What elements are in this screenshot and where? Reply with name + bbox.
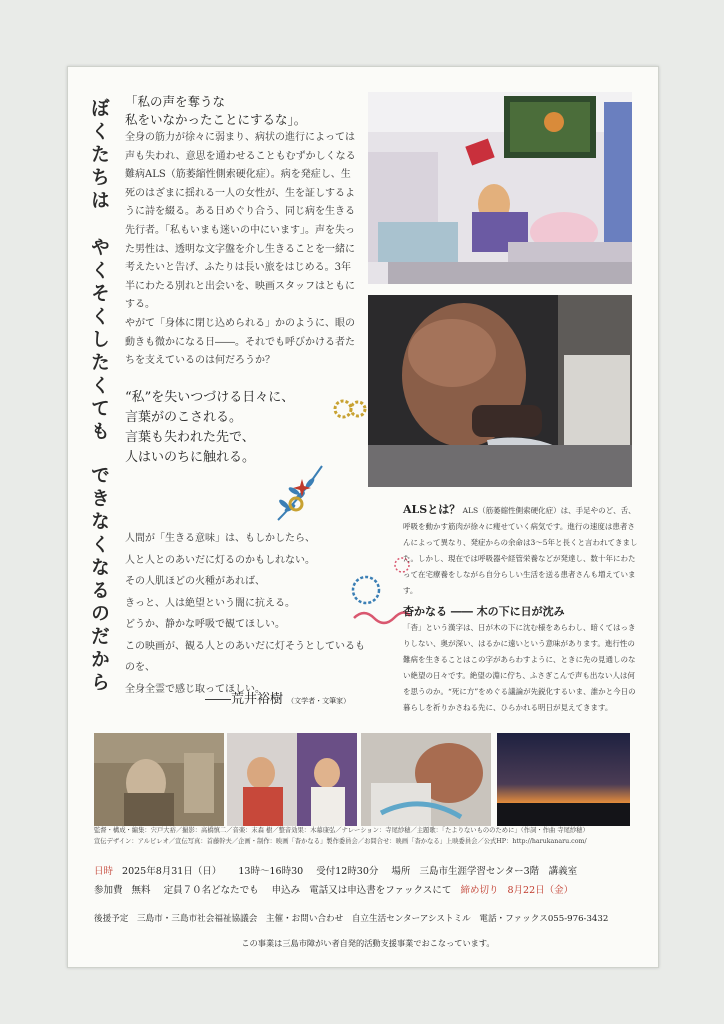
strip-photo-1-art bbox=[94, 733, 224, 826]
event-venue: 三島市生涯学習センター3階 講義室 bbox=[419, 866, 578, 877]
event-info-row-2 bbox=[94, 881, 654, 900]
quote-author-role: （文学者・文筆家） bbox=[287, 697, 351, 705]
credits-block bbox=[94, 826, 642, 847]
event-fee: 無料 bbox=[131, 885, 151, 896]
apply-label: 申込み bbox=[271, 885, 301, 896]
photo-room-art bbox=[368, 92, 632, 284]
event-time: 13時～16時30 bbox=[238, 866, 304, 877]
quote-line-1: 人間が「生きる意味」は、もしかしたら、 bbox=[125, 533, 315, 544]
photo-room-scene bbox=[368, 92, 632, 284]
closing-line-3: 言葉も失われた先で、 bbox=[125, 430, 255, 445]
als-title: ALSとは？ bbox=[403, 503, 461, 516]
closing-line-1: “私”を失いつづける日々に、 bbox=[125, 390, 295, 405]
credits-line-2: 宣伝デザイン：アルビレオ／宣伝写真：首藤幹夫／企画・制作：映画「杳かなる」製作委員会／お問合せ：映画「杳かなる」上映委員会／公式HP：http://harukanaru.com/ bbox=[94, 837, 587, 845]
venue-label: 場所 bbox=[391, 866, 411, 877]
vertical-title-col2: やくそくしたくても bbox=[88, 237, 110, 444]
quote-line-2: 人と人とのあいだに灯るのかもしれない。 bbox=[125, 554, 315, 566]
quote-line-3: その人肌ほどの火種があれば、 bbox=[125, 576, 265, 587]
quote-line-7: 全身全霊で感じ取ってほしい。 bbox=[125, 683, 265, 695]
closing-line-2: 言葉がのこされる。 bbox=[125, 410, 243, 425]
event-capacity: 定員７０名どなたでも bbox=[163, 885, 259, 896]
deadline-label: 締め切り bbox=[460, 885, 499, 896]
intro-text bbox=[125, 93, 357, 371]
quote-signature bbox=[205, 688, 350, 707]
quote-block bbox=[125, 528, 365, 700]
gold-loop-ornament bbox=[332, 398, 370, 420]
quote-line-5: どうか、静かな呼吸で観てほしい。 bbox=[125, 619, 285, 630]
event-date: 2025年8月31日（日） bbox=[122, 866, 222, 877]
strip-photo-4-art bbox=[497, 733, 630, 826]
credits-line-1: 監督・構成・編集：宍戸大裕／撮影：高橋慎二／音楽：末森 樹／整音効果：木幕康弘／ナレーション：寺尾紗穂／主題歌：「たよりないもののために」（作詞・作曲 寺尾紗穂） bbox=[94, 827, 589, 834]
event-info-row-1 bbox=[94, 862, 654, 881]
quote-author: ――荒井裕樹 bbox=[205, 692, 284, 707]
strip-photo-2 bbox=[227, 733, 357, 826]
event-apply: 電話又は申込書をファックスにて bbox=[309, 885, 452, 896]
strip-photo-1 bbox=[94, 733, 224, 826]
vertical-title-col1: ぼくたちは bbox=[88, 98, 110, 213]
als-body: は、手足やのど、舌、呼吸を動かす筋肉が徐々に痩せていく病気です。進行の速度は患者さんによって異なり、発症からの余命は3～5年と長くと言われてきました。しかし、現在では呼吸器や経管栄養などが発達し、数十年にわたって在宅療養をしながら自分らしい生活を送る患者さんも増えています。 bbox=[403, 506, 638, 595]
closing-line-4: 人はいのちに触れる。 bbox=[125, 450, 256, 465]
quote-line-4: きっと、人は絶望という闇に抗える。 bbox=[125, 597, 295, 609]
event-reception: 受付12時30分 bbox=[316, 866, 379, 877]
haruka-title: 杳かなる ―― 木の下に日が沈み bbox=[403, 605, 565, 618]
footnote: この事業は三島市障がい者自発的活動支援事業でおこなっています。 bbox=[241, 938, 495, 948]
event-info bbox=[94, 862, 654, 900]
red-star-ornament bbox=[292, 478, 312, 498]
quote-line-6: この映画が、観る人とのあいだに灯そうとしているものを、 bbox=[125, 640, 365, 673]
intro-body-2: やがて「身体に閉じ込められる」かのように、眼の動きも微かになる日――。それでも呼びかける者たちを支えているのは何だろうか？ bbox=[125, 317, 355, 367]
intro-heading-2: 私をいなかったことにするな」。 bbox=[125, 112, 307, 127]
closing-lines bbox=[125, 388, 357, 468]
photo-patient-closeup bbox=[368, 295, 632, 487]
strip-photo-3 bbox=[361, 733, 491, 826]
strip-photo-2-art bbox=[227, 733, 357, 826]
photo-patient-art bbox=[368, 295, 632, 487]
strip-photo-4 bbox=[497, 733, 630, 826]
support-line: 後援予定 三島市・三島市社会福祉協議会 主催・お問い合わせ 自立生活センターアシストミル 電話・ファックス055-976-3432 bbox=[94, 914, 609, 924]
intro-heading-1: 「私の声を奪うな bbox=[125, 94, 226, 109]
strip-photo-3-art bbox=[361, 733, 491, 826]
intro-body-1: 全身の筋力が徐々に弱まり、病状の進行によっては声も失われ、意思を通わせることもむずかしくなる難病ALS（筋萎縮性側索硬化症）。病を発症し、生死のはざまに揺れる一人の女性が、生を証しするように詩を綴る。ある日めぐり合う、同じ病を生きる先行者。「私もいまも迷いの中にいます」。声を失った男性は、透明な文字盤を介し生きることを一緒に考えたいと告げ、ふたりは長い旅をはじめる。3年半にわたる別れと出会いを、映画スタッフはともにする。 bbox=[125, 132, 356, 311]
date-label: 日時 bbox=[94, 866, 114, 877]
vertical-title-col3: できなくなるのだから bbox=[88, 465, 110, 695]
haruka-body: 「杳」という漢字は、日が木の下に沈む様をあらわし、暗くてはっきりしない、奥が深い、はるかに遠いという意味があります。進行性の難病を生きることはこの字があらわすように、ときに先の見通しのない絶望の日々です。絶望の淵に佇ち、ふさぎこんで声も出ない人は何を思うのか。“死に方”をめぐる議論が先鋭化するいま、誰かと今日の暮らしを祈りかさねる先に、ひらかれる明日が見えてきます。 bbox=[403, 623, 636, 712]
als-section bbox=[403, 502, 638, 716]
fee-label: 参加費 bbox=[94, 885, 123, 896]
als-title-note: ALS（筋萎縮性側索硬化症） bbox=[462, 506, 561, 515]
event-deadline: 8月22日（金） bbox=[507, 885, 574, 896]
